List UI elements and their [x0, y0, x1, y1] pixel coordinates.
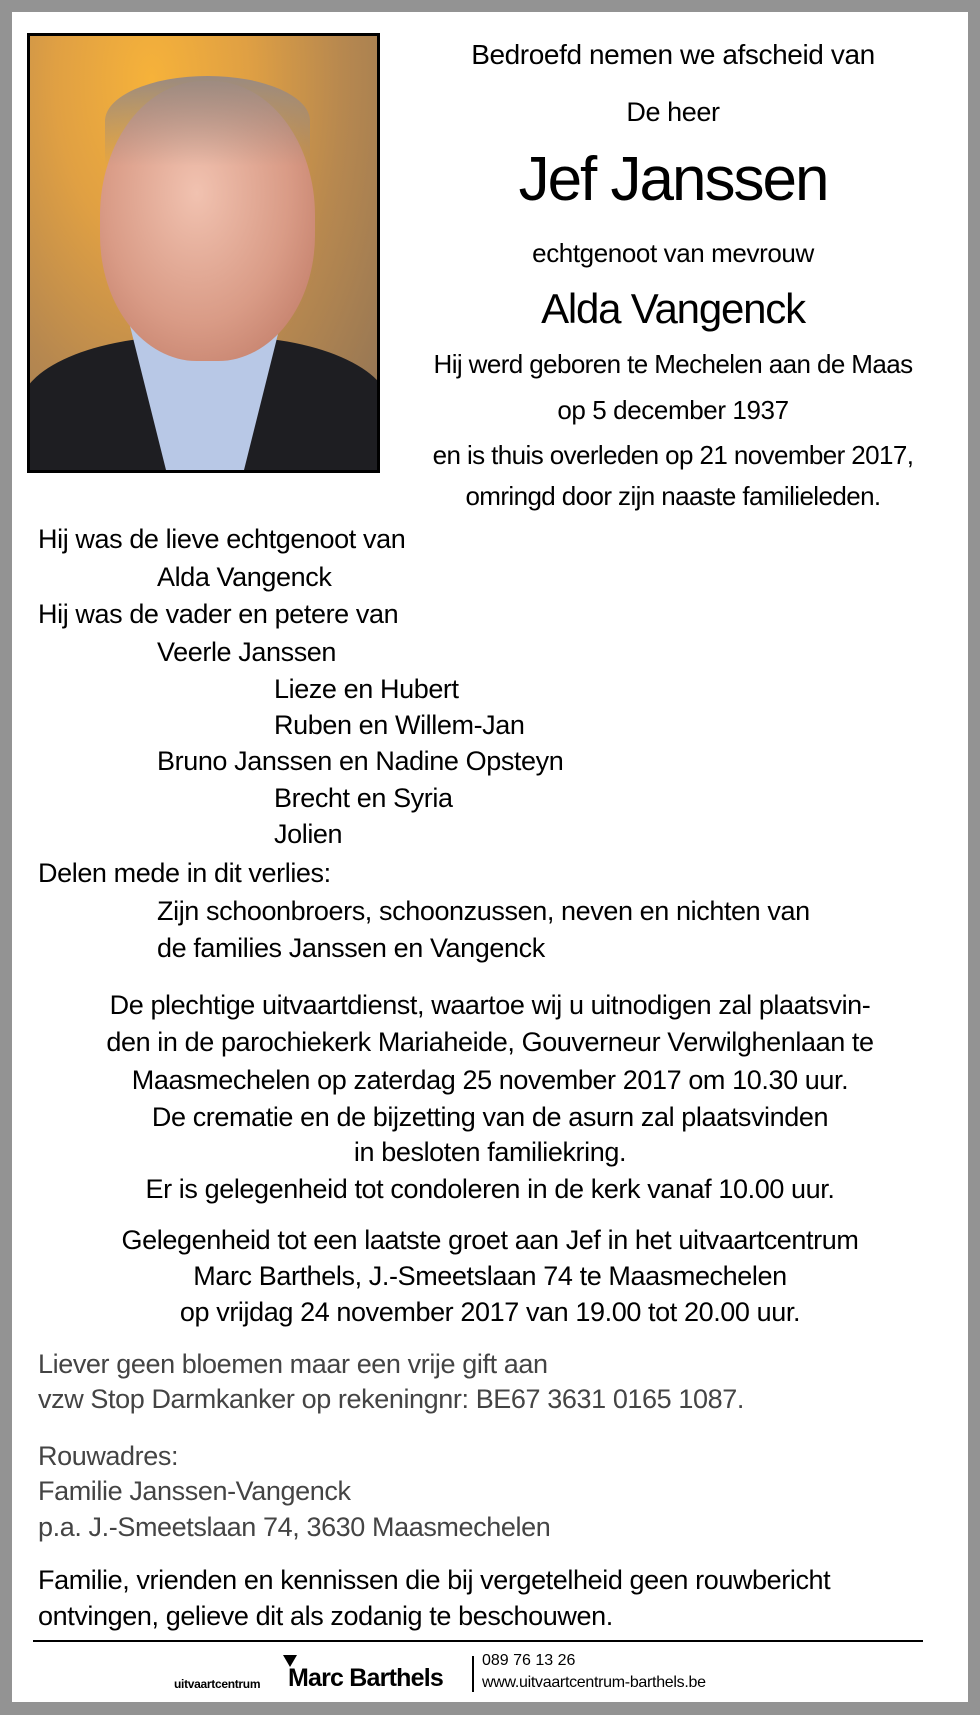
spouse-name: Alda Vangenck [541, 285, 805, 332]
donation-line: vzw Stop Darmkanker op rekeningnr: BE67 3631 0165 1087. [38, 1384, 744, 1414]
address-label: Rouwadres: [38, 1441, 179, 1471]
service-line: De plechtige uitvaartdienst, waartoe wij u uitnodigen zal plaatsvin- [109, 990, 871, 1020]
donation-line: Liever geen bloemen maar een vrije gift aan [38, 1349, 548, 1379]
farewell-line: op vrijdag 24 november 2017 van 19.00 tot 20.00 uur. [179, 1297, 801, 1327]
death-info-2: omringd door zijn naaste familieleden. [465, 481, 881, 511]
family-line: de families Janssen en Vangenck [157, 933, 545, 963]
deceased-name: Jef Janssen [518, 145, 828, 214]
service-line: Maasmechelen op zaterdag 25 november 2017 om 10.30 uur. [131, 1065, 849, 1095]
service-line: den in de parochiekerk Mariaheide, Gouverneur Verwilghenlaan te [106, 1027, 874, 1057]
family-line: Delen mede in dit verlies: [38, 858, 331, 888]
service-line: De crematie en de bijzetting van de asurn zal plaatsvinden [151, 1102, 829, 1132]
divider [33, 1640, 923, 1642]
spouse-intro: echtgenoot van mevrouw [532, 238, 814, 268]
family-line: Ruben en Willem-Jan [274, 710, 525, 740]
family-line: Lieze en Hubert [274, 674, 459, 704]
notice-line: Familie, vrienden en kennissen die bij vergetelheid geen rouwbericht [38, 1565, 831, 1595]
birth-place: Hij werd geboren te Mechelen aan de Maas [433, 349, 913, 379]
footer-brand: Marc Barthels [288, 1664, 443, 1692]
family-line: Brecht en Syria [274, 783, 453, 813]
address-line: Familie Janssen-Vangenck [38, 1476, 351, 1506]
family-line: Veerle Janssen [157, 637, 337, 667]
birth-date: op 5 december 1937 [557, 395, 789, 425]
farewell-line: Gelegenheid tot een laatste groet aan Jef in het uitvaartcentrum [121, 1225, 859, 1255]
family-line: Hij was de vader en petere van [38, 599, 399, 629]
portrait-photo [27, 33, 380, 473]
title-text: De heer [626, 97, 720, 127]
address-line: p.a. J.-Smeetslaan 74, 3630 Maasmechelen [38, 1512, 551, 1542]
family-line: Zijn schoonbroers, schoonzussen, neven en nichten van [157, 896, 810, 926]
footer-separator [472, 1656, 474, 1692]
notice-line: ontvingen, gelieve dit als zodanig te beschouwen. [38, 1601, 613, 1631]
family-line: Alda Vangenck [157, 562, 332, 592]
family-line: Jolien [274, 819, 343, 849]
family-line: Bruno Janssen en Nadine Opsteyn [157, 746, 564, 776]
family-line: Hij was de lieve echtgenoot van [38, 524, 406, 554]
intro-text: Bedroefd nemen we afscheid van [471, 39, 875, 70]
death-info: en is thuis overleden op 21 november 2017, [432, 440, 914, 470]
footer-website[interactable]: www.uitvaartcentrum-barthels.be [482, 1674, 706, 1691]
footer-prefix: uitvaartcentrum [174, 1677, 261, 1691]
service-line: Er is gelegenheid tot condoleren in de kerk vanaf 10.00 uur. [145, 1174, 835, 1204]
farewell-line: Marc Barthels, J.-Smeetslaan 74 te Maasmechelen [193, 1261, 787, 1291]
service-line: in besloten familiekring. [353, 1137, 627, 1167]
footer-phone: 089 76 13 26 [482, 1652, 576, 1669]
